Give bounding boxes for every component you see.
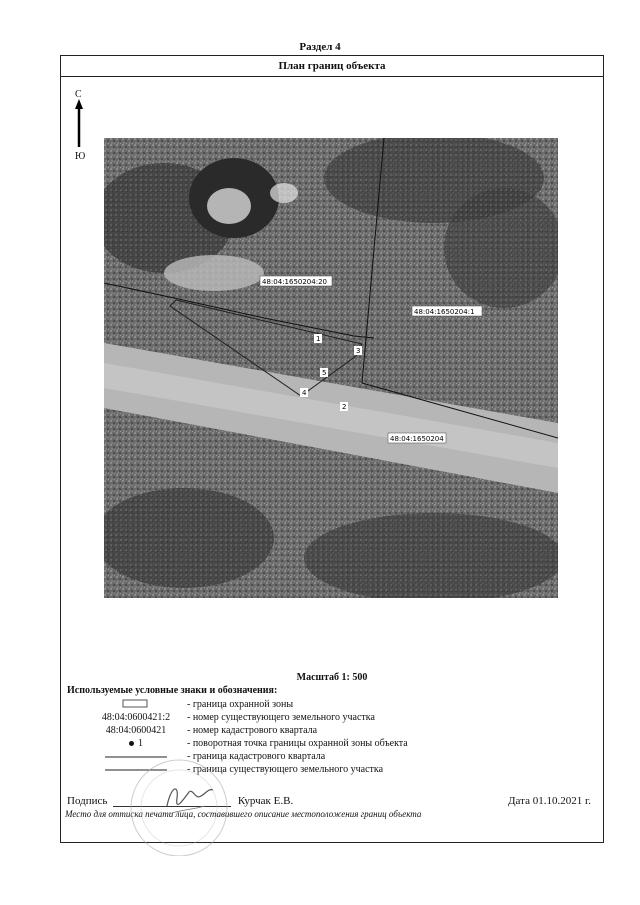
aerial-photo	[104, 138, 558, 598]
legend-description: - поворотная точка границы охранной зоны объекта	[187, 738, 408, 749]
section-title: Раздел 4	[299, 41, 341, 53]
signature-label: Подпись	[67, 795, 108, 807]
scale-label: Масштаб 1: 500	[296, 672, 368, 683]
legend-item	[61, 712, 601, 725]
stamp-seal	[109, 736, 259, 856]
quarter-number-symbol: 48:04:0600421	[105, 725, 167, 736]
turning-point-label: 5	[322, 369, 327, 377]
parcel-number-symbol: 48:04:0600421:2	[101, 712, 171, 723]
document-date: Дата 01.10.2021 г.	[508, 795, 591, 807]
parcel-label-2: 48:04:1650204:1	[414, 308, 475, 316]
south-label: Ю	[75, 151, 86, 162]
legend-item	[61, 699, 601, 712]
signer-name: Курчак Е.В.	[237, 795, 294, 807]
aerial-map	[104, 138, 558, 598]
legend-description: - граница кадастрового квартала	[187, 751, 326, 762]
turning-point-number: 1	[138, 738, 143, 749]
quarter-label: 48:04:1650204	[390, 435, 444, 443]
turning-point-label: 2	[342, 403, 347, 411]
legend-description: - номер кадастрового квартала	[187, 725, 318, 736]
plan-title: План границ объекта	[61, 56, 603, 77]
document-frame	[60, 55, 604, 843]
parcel-label-1: 48:04:1650204:20	[262, 278, 327, 286]
north-label: С	[75, 89, 82, 100]
turning-point-label: 4	[302, 389, 307, 397]
turning-point-label: 1	[316, 335, 321, 343]
legend-description: - граница охранной зоны	[187, 699, 294, 710]
legend-description: - граница существующего земельного участка	[187, 764, 384, 775]
stamp-note: Место для оттиска печати лица, составившего описание местоположения границ объекта	[65, 809, 422, 819]
legend-description: - номер существующего земельного участка	[187, 712, 375, 723]
north-arrow	[71, 89, 91, 164]
zone-boundary-symbol	[81, 699, 191, 712]
turning-point-label: 3	[356, 347, 361, 355]
legend-title: Используемые условные знаки и обозначения:	[67, 685, 278, 696]
